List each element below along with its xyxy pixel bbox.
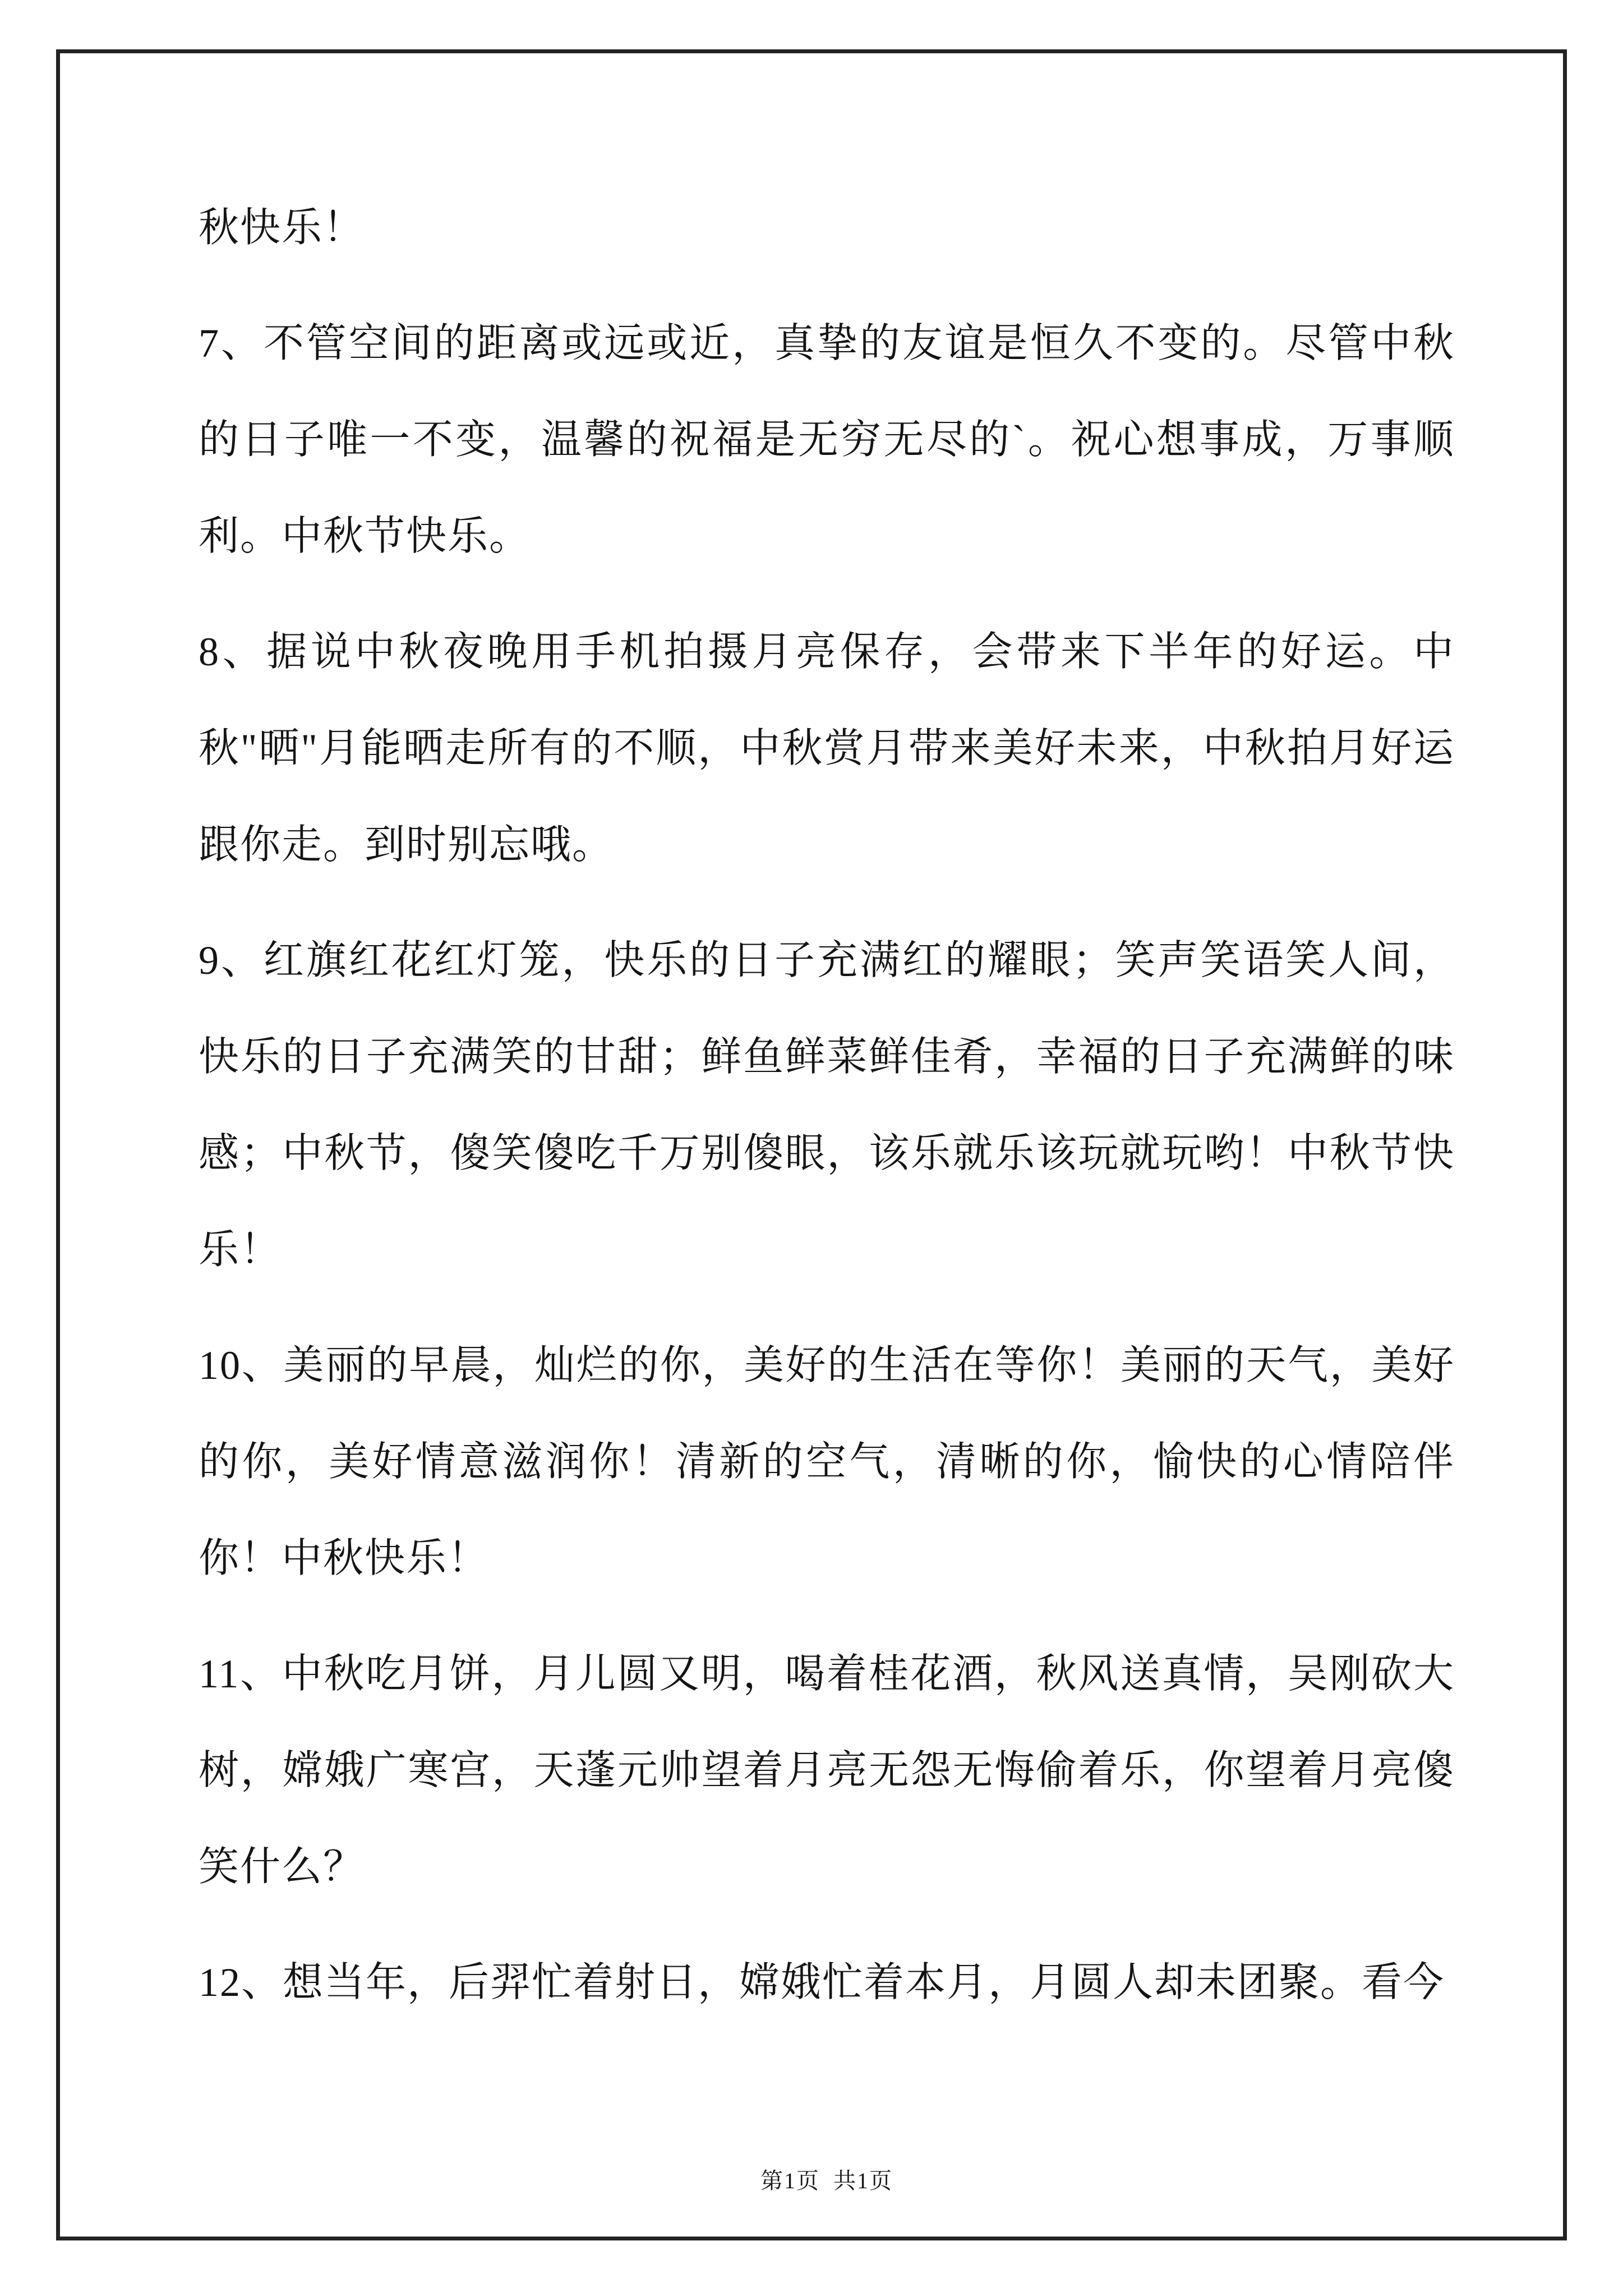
document-content	[199, 180, 1455, 2050]
text-paragraph: 9、红旗红花红灯笼，快乐的日子充满红的耀眼；笑声笑语笑人间，快乐的日子充满笑的甘甜；鲜鱼鲜菜鲜佳肴，幸福的日子充满鲜的味感；中秋节，傻笑傻吃千万别傻眼，该乐就乐该玩就玩哟！中秋节快乐！	[199, 938, 1455, 1272]
text-paragraph: 11、中秋吃月饼，月儿圆又明，喝着桂花酒，秋风送真情，吴刚砍大树，嫦娥广寒宫，天蓬元帅望着月亮无怨无悔偷着乐，你望着月亮傻笑什么？	[199, 1651, 1455, 1889]
text-paragraph: 10、美丽的早晨，灿烂的你，美好的生活在等你！美丽的天气，美好的你，美好情意滋润你！清新的空气，清晰的你，愉快的心情陪伴你！中秋快乐！	[199, 1343, 1455, 1581]
text-paragraph: 12、想当年，后羿忙着射日，嫦娥忙着本月，月圆人却未团聚。看今	[199, 1960, 1445, 2005]
text-paragraph: 7、不管空间的距离或远或近，真挚的友谊是恒久不变的。尽管中秋的日子唯一不变，温馨的祝福是无穷无尽的`。祝心想事成，万事顺利。中秋节快乐。	[199, 321, 1455, 559]
page-number-text: 第1页 共1页	[760, 2168, 893, 2193]
page-footer	[199, 2164, 1455, 2198]
text-paragraph: 8、据说中秋夜晚用手机拍摄月亮保存，会带来下半年的好运。中秋"晒"月能晒走所有的不顺，中秋赏月带来美好未来，中秋拍月好运跟你走。到时别忘哦。	[199, 629, 1455, 867]
text-paragraph: 秋快乐！	[199, 205, 365, 250]
